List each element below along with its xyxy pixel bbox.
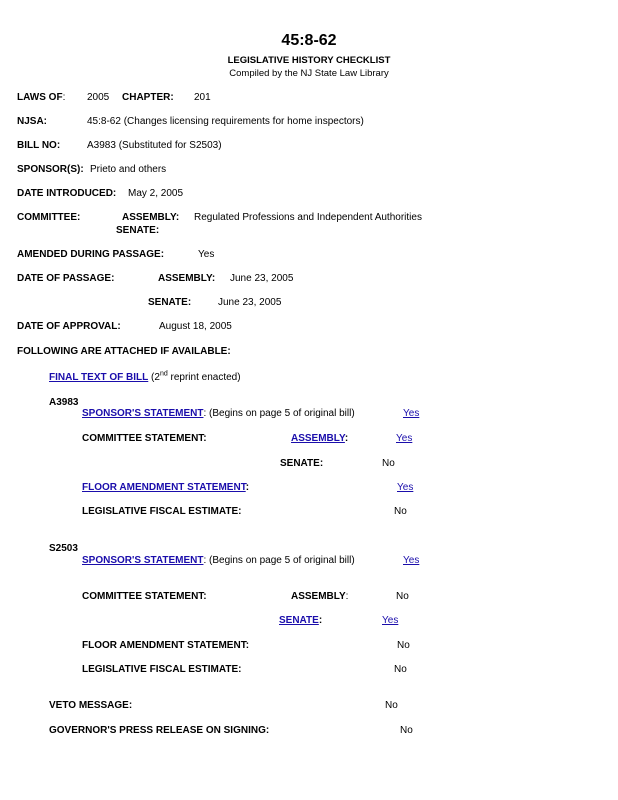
a3983-floor-colon: :: [245, 482, 250, 493]
committee-assembly-value: Regulated Professions and Independent Authorities: [194, 212, 422, 223]
s2503-assembly-label: ASSEMBLY: [291, 591, 346, 602]
amended-value: Yes: [198, 249, 215, 260]
document-title: LEGISLATIVE HISTORY CHECKLIST: [227, 55, 391, 66]
s2503-assembly-row: [291, 591, 348, 602]
a3983-assembly-yes-link[interactable]: Yes: [396, 433, 413, 444]
attached-heading: FOLLOWING ARE ATTACHED IF AVAILABLE:: [17, 346, 231, 357]
committee-senate-label: SENATE:: [116, 225, 160, 236]
committee-assembly-label: ASSEMBLY:: [122, 212, 180, 223]
s2503-fiscal-value: No: [394, 664, 407, 675]
njsa-description: (Changes licensing requirements for home inspectors): [123, 116, 364, 127]
document-subtitle: Compiled by the NJ State Law Library: [229, 68, 389, 79]
amended-label: AMENDED DURING PASSAGE:: [17, 249, 165, 260]
s2503-sponsor-yes-link[interactable]: Yes: [403, 555, 420, 566]
date-introduced-label: DATE INTRODUCED:: [17, 188, 117, 199]
a3983-floor-yes-link[interactable]: Yes: [397, 482, 414, 493]
laws-of-row: [17, 92, 65, 103]
a3983-assembly-link[interactable]: ASSEMBLY: [291, 433, 345, 444]
a3983-sponsor-note: : (Begins on page 5 of original bill): [203, 408, 355, 419]
a3983-sponsor-row: [82, 408, 355, 419]
s2503-sponsor-statement-link[interactable]: SPONSOR'S STATEMENT: [82, 555, 204, 566]
veto-message-label: VETO MESSAGE:: [49, 700, 133, 711]
a3983-committee-label: COMMITTEE STATEMENT:: [82, 433, 207, 444]
laws-of-label: LAWS OF: [17, 92, 63, 103]
a3983-assembly-colon: :: [344, 433, 349, 444]
s2503-sponsor-row: [82, 555, 355, 566]
a3983-fiscal-value: No: [394, 506, 407, 517]
laws-of-value: 2005: [87, 92, 110, 103]
date-of-approval-value: August 18, 2005: [159, 321, 232, 332]
date-of-passage-label: DATE OF PASSAGE:: [17, 273, 115, 284]
final-text-ordinal: nd: [159, 370, 168, 378]
a3983-floor-row: [82, 482, 249, 493]
final-text-link[interactable]: FINAL TEXT OF BILL: [49, 372, 149, 383]
chapter-label: CHAPTER:: [122, 92, 174, 103]
date-of-approval-label: DATE OF APPROVAL:: [17, 321, 121, 332]
s2503-floor-label: FLOOR AMENDMENT STATEMENT:: [82, 640, 250, 651]
s2503-sponsor-note: : (Begins on page 5 of original bill): [203, 555, 355, 566]
chapter-value: 201: [194, 92, 211, 103]
sponsors-label: SPONSOR(S):: [17, 164, 84, 175]
njsa-value: 45:8-62: [87, 116, 121, 127]
date-introduced-value: May 2, 2005: [128, 188, 184, 199]
a3983-bill-label: A3983: [49, 397, 79, 408]
s2503-floor-value: No: [397, 640, 410, 651]
veto-message-value: No: [385, 700, 398, 711]
njsa-label: NJSA:: [17, 116, 48, 127]
s2503-senate-row: [279, 615, 322, 626]
a3983-sponsor-statement-link[interactable]: SPONSOR'S STATEMENT: [82, 408, 204, 419]
a3983-sponsor-yes-link[interactable]: Yes: [403, 408, 420, 419]
sponsors-value: Prieto and others: [90, 164, 167, 175]
press-release-label: GOVERNOR'S PRESS RELEASE ON SIGNING:: [49, 725, 270, 736]
s2503-committee-label: COMMITTEE STATEMENT:: [82, 591, 207, 602]
passage-assembly-value: June 23, 2005: [230, 273, 294, 284]
press-release-value: No: [400, 725, 413, 736]
bill-no-label: BILL NO:: [17, 140, 61, 151]
s2503-senate-colon: :: [318, 615, 323, 626]
passage-assembly-label: ASSEMBLY:: [158, 273, 216, 284]
final-text-row: [49, 372, 241, 383]
document-number: 45:8-62: [281, 32, 337, 49]
s2503-bill-label: S2503: [49, 543, 78, 554]
s2503-senate-link[interactable]: SENATE: [279, 615, 319, 626]
passage-senate-value: June 23, 2005: [218, 297, 282, 308]
passage-senate-label: SENATE:: [148, 297, 192, 308]
a3983-fiscal-label: LEGISLATIVE FISCAL ESTIMATE:: [82, 506, 242, 517]
a3983-senate-value: No: [382, 458, 395, 469]
s2503-fiscal-label: LEGISLATIVE FISCAL ESTIMATE:: [82, 664, 242, 675]
bill-no-value: A3983 (Substituted for S2503): [87, 140, 222, 151]
njsa-row: [87, 116, 364, 127]
laws-of-colon: :: [62, 92, 66, 103]
s2503-assembly-value: No: [396, 591, 409, 602]
a3983-senate-label: SENATE:: [280, 458, 324, 469]
a3983-floor-amendment-link[interactable]: FLOOR AMENDMENT STATEMENT: [82, 482, 246, 493]
committee-label: COMMITTEE:: [17, 212, 81, 223]
final-text-reprint-rest: reprint enacted): [167, 372, 241, 383]
s2503-senate-yes-link[interactable]: Yes: [382, 615, 399, 626]
s2503-assembly-colon: :: [345, 591, 349, 602]
a3983-assembly-row: [291, 433, 348, 444]
final-text-reprint-open: (2: [151, 372, 160, 383]
